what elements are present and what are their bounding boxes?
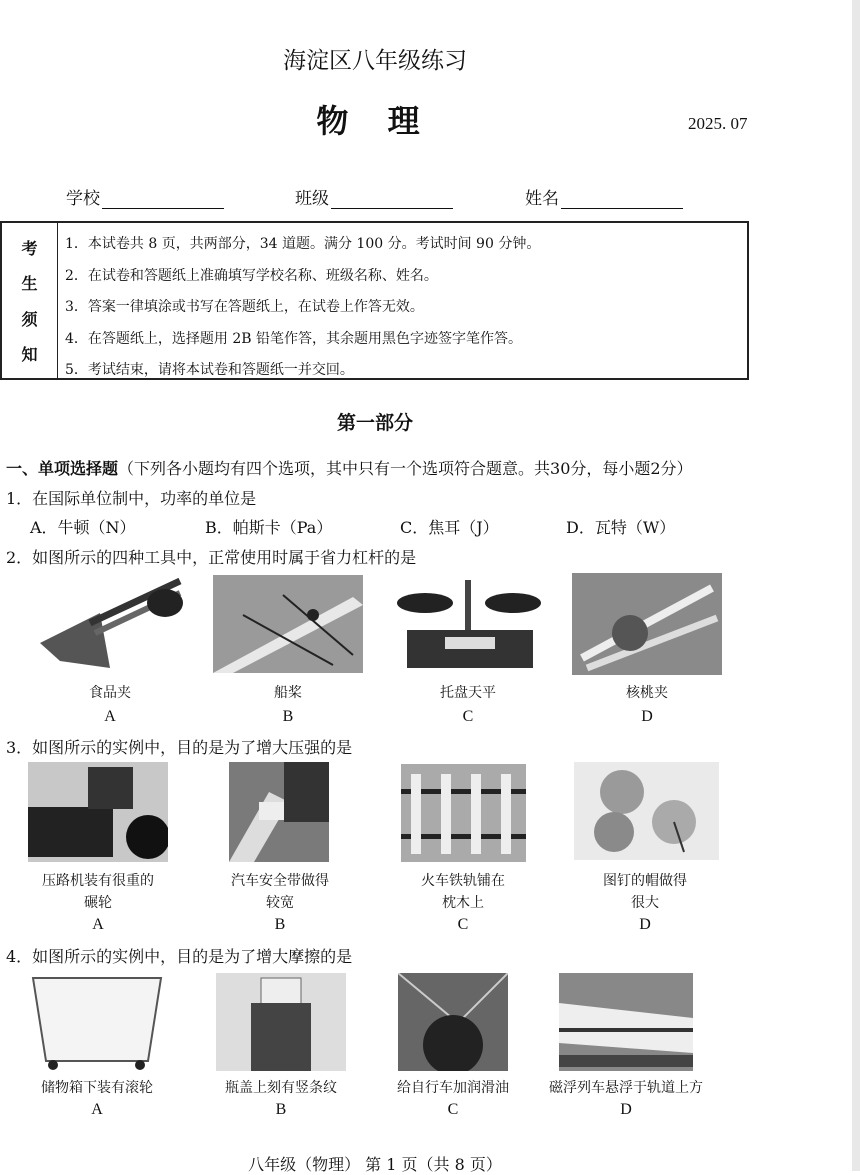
q4-letter-b: B — [275, 1101, 287, 1118]
q3-letter-b: B — [274, 916, 286, 933]
class-blank — [331, 192, 453, 209]
q4-caption-c: 给自行车加润滑油 — [397, 1080, 509, 1096]
q3-caption-d: 图钉的帽做得 很大 — [603, 873, 687, 911]
q2-caption-b: 船桨 — [274, 685, 302, 701]
notice-item: 1．本试卷共 8 页，共两部分，34 道题。满分 100 分。考试时间 90 分钟。 — [65, 236, 541, 252]
q4-caption-a: 储物箱下装有滚轮 — [41, 1080, 153, 1096]
notice-heading: 考 生 须 知 — [2, 223, 58, 378]
notice-list — [65, 229, 540, 387]
q3-letter-a: A — [92, 916, 104, 933]
class-field — [295, 184, 453, 209]
question-1-option-d: D．瓦特（W） — [566, 518, 676, 537]
question-1-option-c: C．焦耳（J） — [400, 518, 499, 537]
notice-item: 3．答案一律填涂或书写在答题纸上，在试卷上作答无效。 — [65, 299, 424, 315]
q3-letter-d: D — [639, 916, 651, 933]
name-label: 姓名 — [525, 189, 559, 209]
question-1-option-b: B．帕斯卡（Pa） — [205, 518, 333, 537]
notice-item: 4．在答题纸上，选择题用 2B 铅笔作答，其余题用黑色字迹签字笔作答。 — [65, 330, 523, 347]
exam-notice-box — [0, 221, 749, 380]
bottle-cap-photo — [216, 973, 346, 1071]
question-2-stem: 2．如图所示的四种工具中，正常使用时属于省力杠杆的是 — [6, 548, 417, 567]
section-heading: 一、单项选择题（下列各小题均有四个选项，其中只有一个选项符合题意。共30分，每小题2分） — [6, 459, 693, 478]
part-title: 第一部分 — [336, 412, 413, 434]
bicycle-oil-photo — [398, 973, 508, 1071]
school-label: 学校 — [66, 189, 100, 209]
q2-letter-b: B — [282, 708, 294, 725]
subject-title: 物 理 — [316, 102, 434, 140]
school-field — [66, 184, 224, 209]
page-footer: 八年级（物理） 第 1 页（共 8 页） — [248, 1155, 502, 1174]
notice-item: 5．考试结束，请将本试卷和答题纸一并交回。 — [65, 362, 354, 378]
class-label: 班级 — [295, 189, 329, 209]
q4-letter-c: C — [447, 1101, 459, 1118]
q2-letter-d: D — [641, 708, 653, 725]
question-1-option-a: A．牛顿（N） — [30, 518, 136, 537]
q4-letter-d: D — [620, 1101, 632, 1118]
q3-caption-b: 汽车安全带做得 较宽 — [231, 873, 329, 911]
food-tongs-photo — [30, 573, 190, 673]
q3-letter-c: C — [457, 916, 469, 933]
q4-caption-b: 瓶盖上刻有竖条纹 — [225, 1080, 337, 1096]
q2-caption-c: 托盘天平 — [440, 685, 496, 701]
name-blank — [561, 192, 683, 209]
question-1-stem: 1．在国际单位制中，功率的单位是 — [6, 489, 257, 508]
q3-caption-a: 压路机装有很重的 碾轮 — [42, 873, 154, 911]
thumbtack-photo — [574, 762, 719, 860]
school-blank — [102, 192, 224, 209]
exam-date: 2025. 07 — [688, 114, 748, 133]
boat-oar-photo — [213, 575, 363, 673]
page-edge — [852, 0, 860, 1171]
q3-caption-c: 火车铁轨铺在 枕木上 — [421, 873, 505, 911]
nutcracker-photo — [572, 573, 722, 675]
seat-belt-photo — [229, 762, 329, 862]
question-4-stem: 4．如图所示的实例中，目的是为了增大摩擦的是 — [6, 947, 353, 966]
name-field — [525, 184, 683, 209]
q2-letter-c: C — [462, 708, 474, 725]
q4-letter-a: A — [91, 1101, 103, 1118]
road-roller-photo — [28, 762, 168, 862]
railway-track-photo — [401, 764, 526, 862]
maglev-train-photo — [559, 973, 693, 1071]
q2-caption-a: 食品夹 — [89, 685, 131, 701]
q4-caption-d: 磁浮列车悬浮于轨道上方 — [549, 1080, 703, 1096]
q2-caption-d: 核桃夹 — [626, 685, 668, 701]
exam-title: 海淀区八年级练习 — [283, 48, 467, 74]
notice-item: 2．在试卷和答题纸上准确填写学校名称、班级名称、姓名。 — [65, 267, 438, 284]
storage-box-photo — [28, 973, 166, 1071]
q2-letter-a: A — [104, 708, 116, 725]
balance-scale-photo — [395, 575, 545, 673]
question-3-stem: 3．如图所示的实例中，目的是为了增大压强的是 — [6, 738, 353, 757]
